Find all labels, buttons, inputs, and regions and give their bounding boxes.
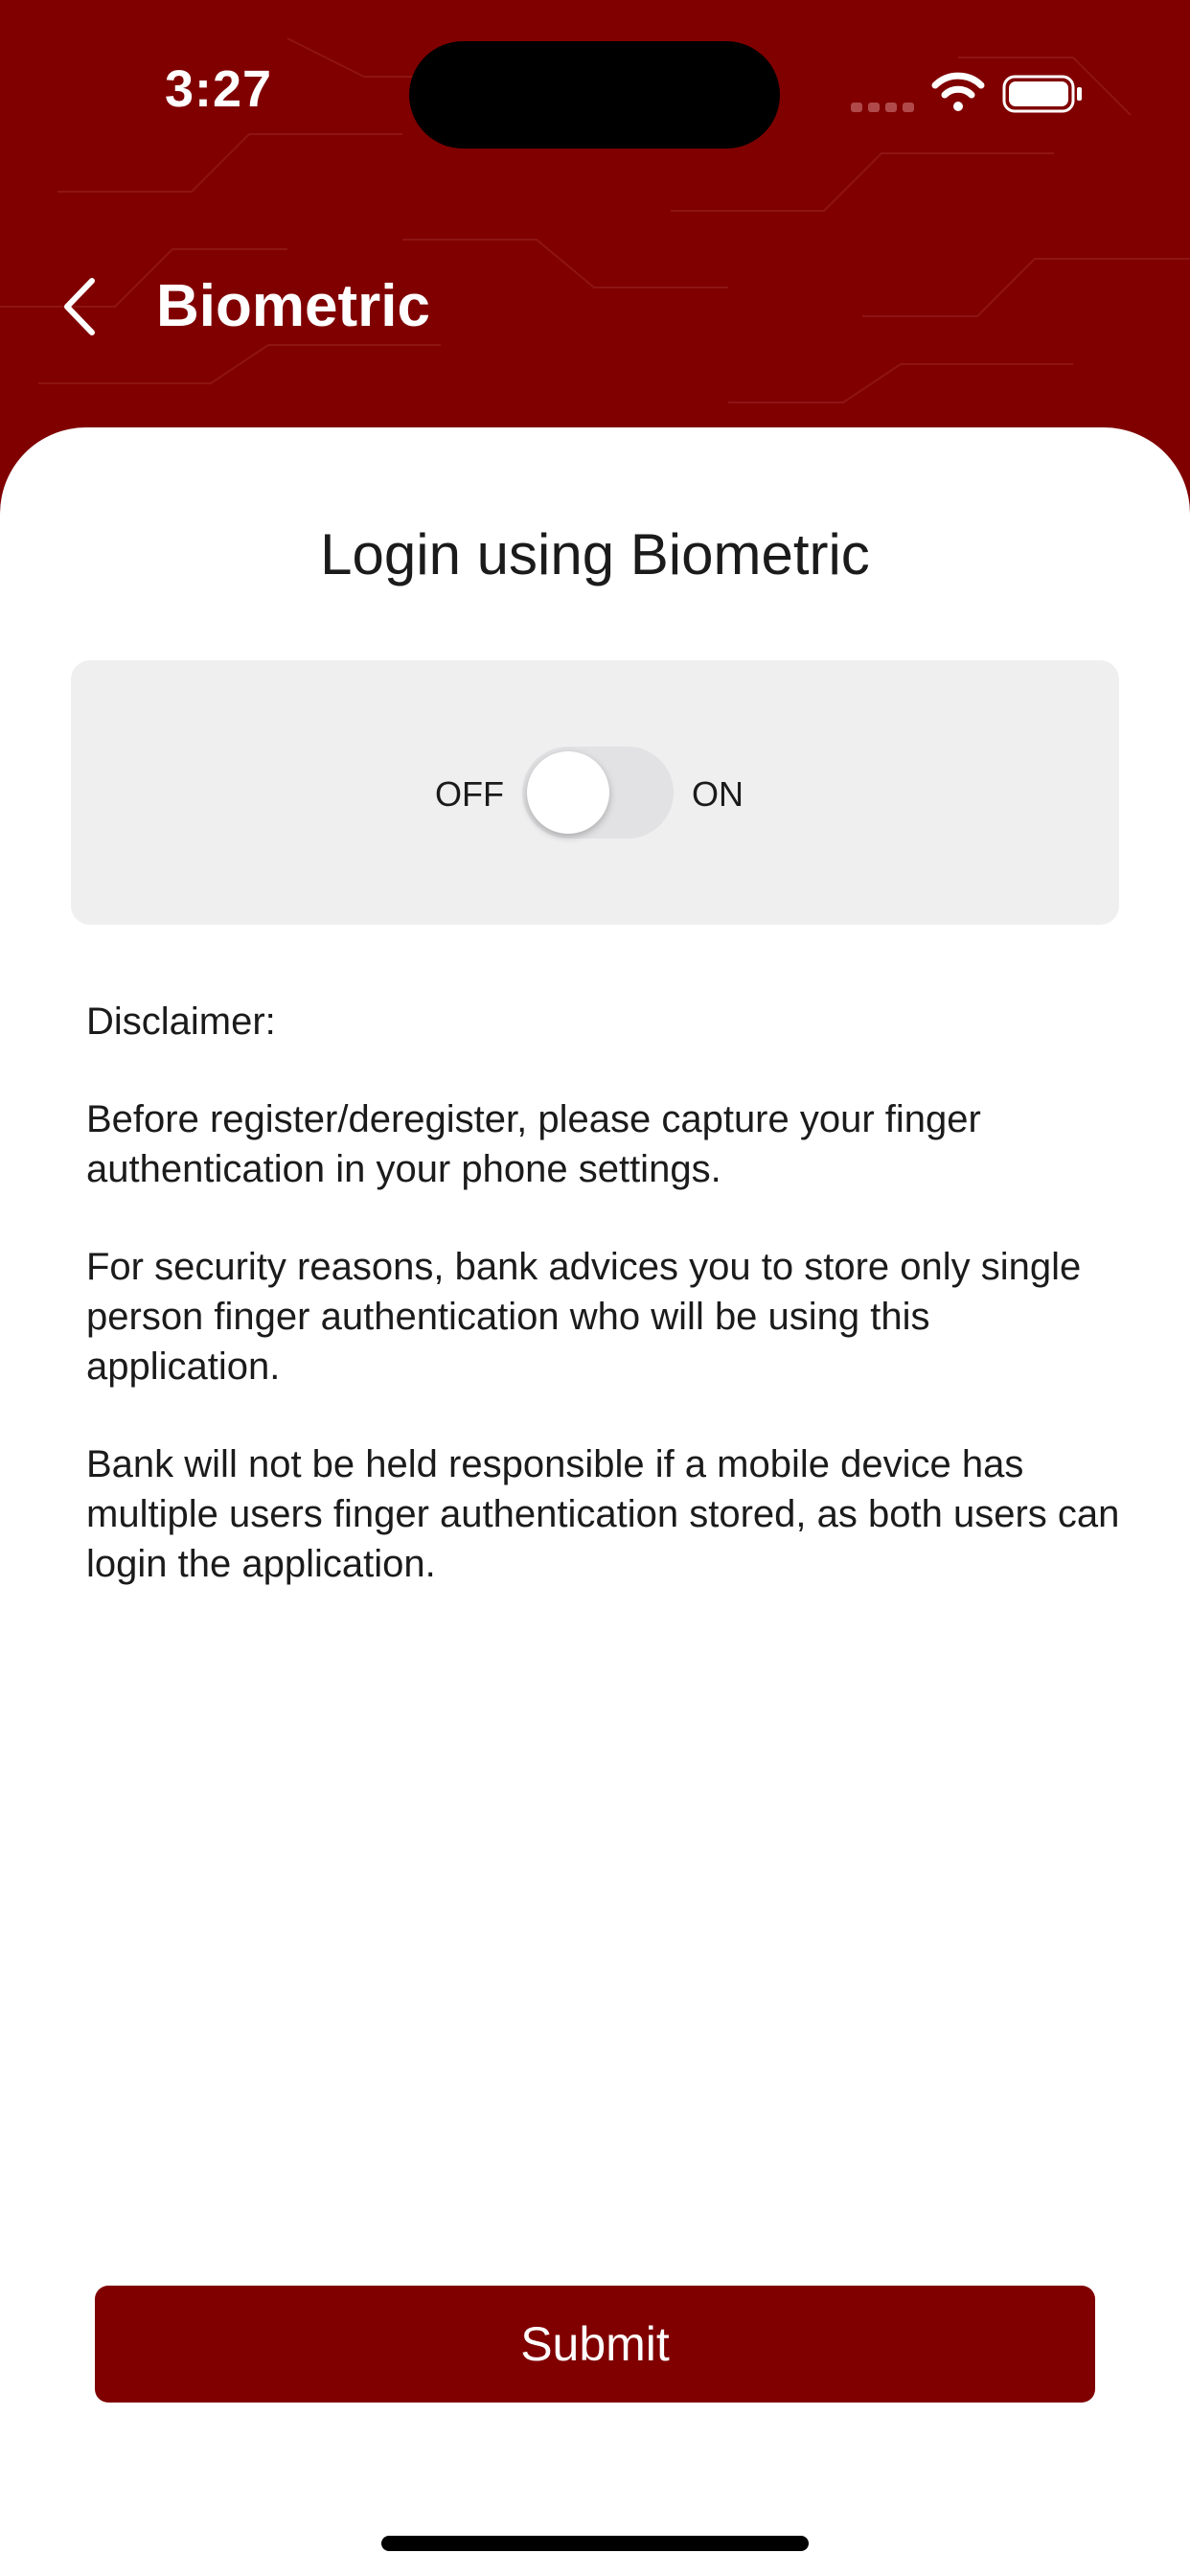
submit-button[interactable]: Submit xyxy=(95,2286,1095,2403)
status-bar-time: 3:27 xyxy=(165,60,273,118)
biometric-toggle-switch[interactable] xyxy=(522,747,674,839)
back-button[interactable] xyxy=(42,259,119,355)
section-title: Login using Biometric xyxy=(320,522,870,586)
chevron-left-icon xyxy=(61,277,100,336)
disclaimer-paragraph: Bank will not be held responsible if a mobile device has multiple users finger authentication stored, as both users can login the application. xyxy=(86,1443,1120,1585)
cellular-signal-icon xyxy=(851,100,914,115)
toggle-on-label: ON xyxy=(692,774,744,814)
home-indicator xyxy=(381,2536,809,2551)
dynamic-island xyxy=(409,41,780,149)
toggle-off-label: OFF xyxy=(435,774,504,814)
toggle-knob xyxy=(527,751,609,834)
disclaimer-paragraph: Before register/deregister, please capture your finger authentication in your phone settings. xyxy=(86,1098,981,1190)
wifi-icon xyxy=(931,72,985,112)
battery-icon xyxy=(1002,75,1085,113)
page-title: Biometric xyxy=(156,273,430,339)
disclaimer-heading: Disclaimer: xyxy=(86,1000,276,1043)
disclaimer-paragraph: For security reasons, bank advices you to store only single person finger authentication who will be using this application. xyxy=(86,1246,1082,1388)
